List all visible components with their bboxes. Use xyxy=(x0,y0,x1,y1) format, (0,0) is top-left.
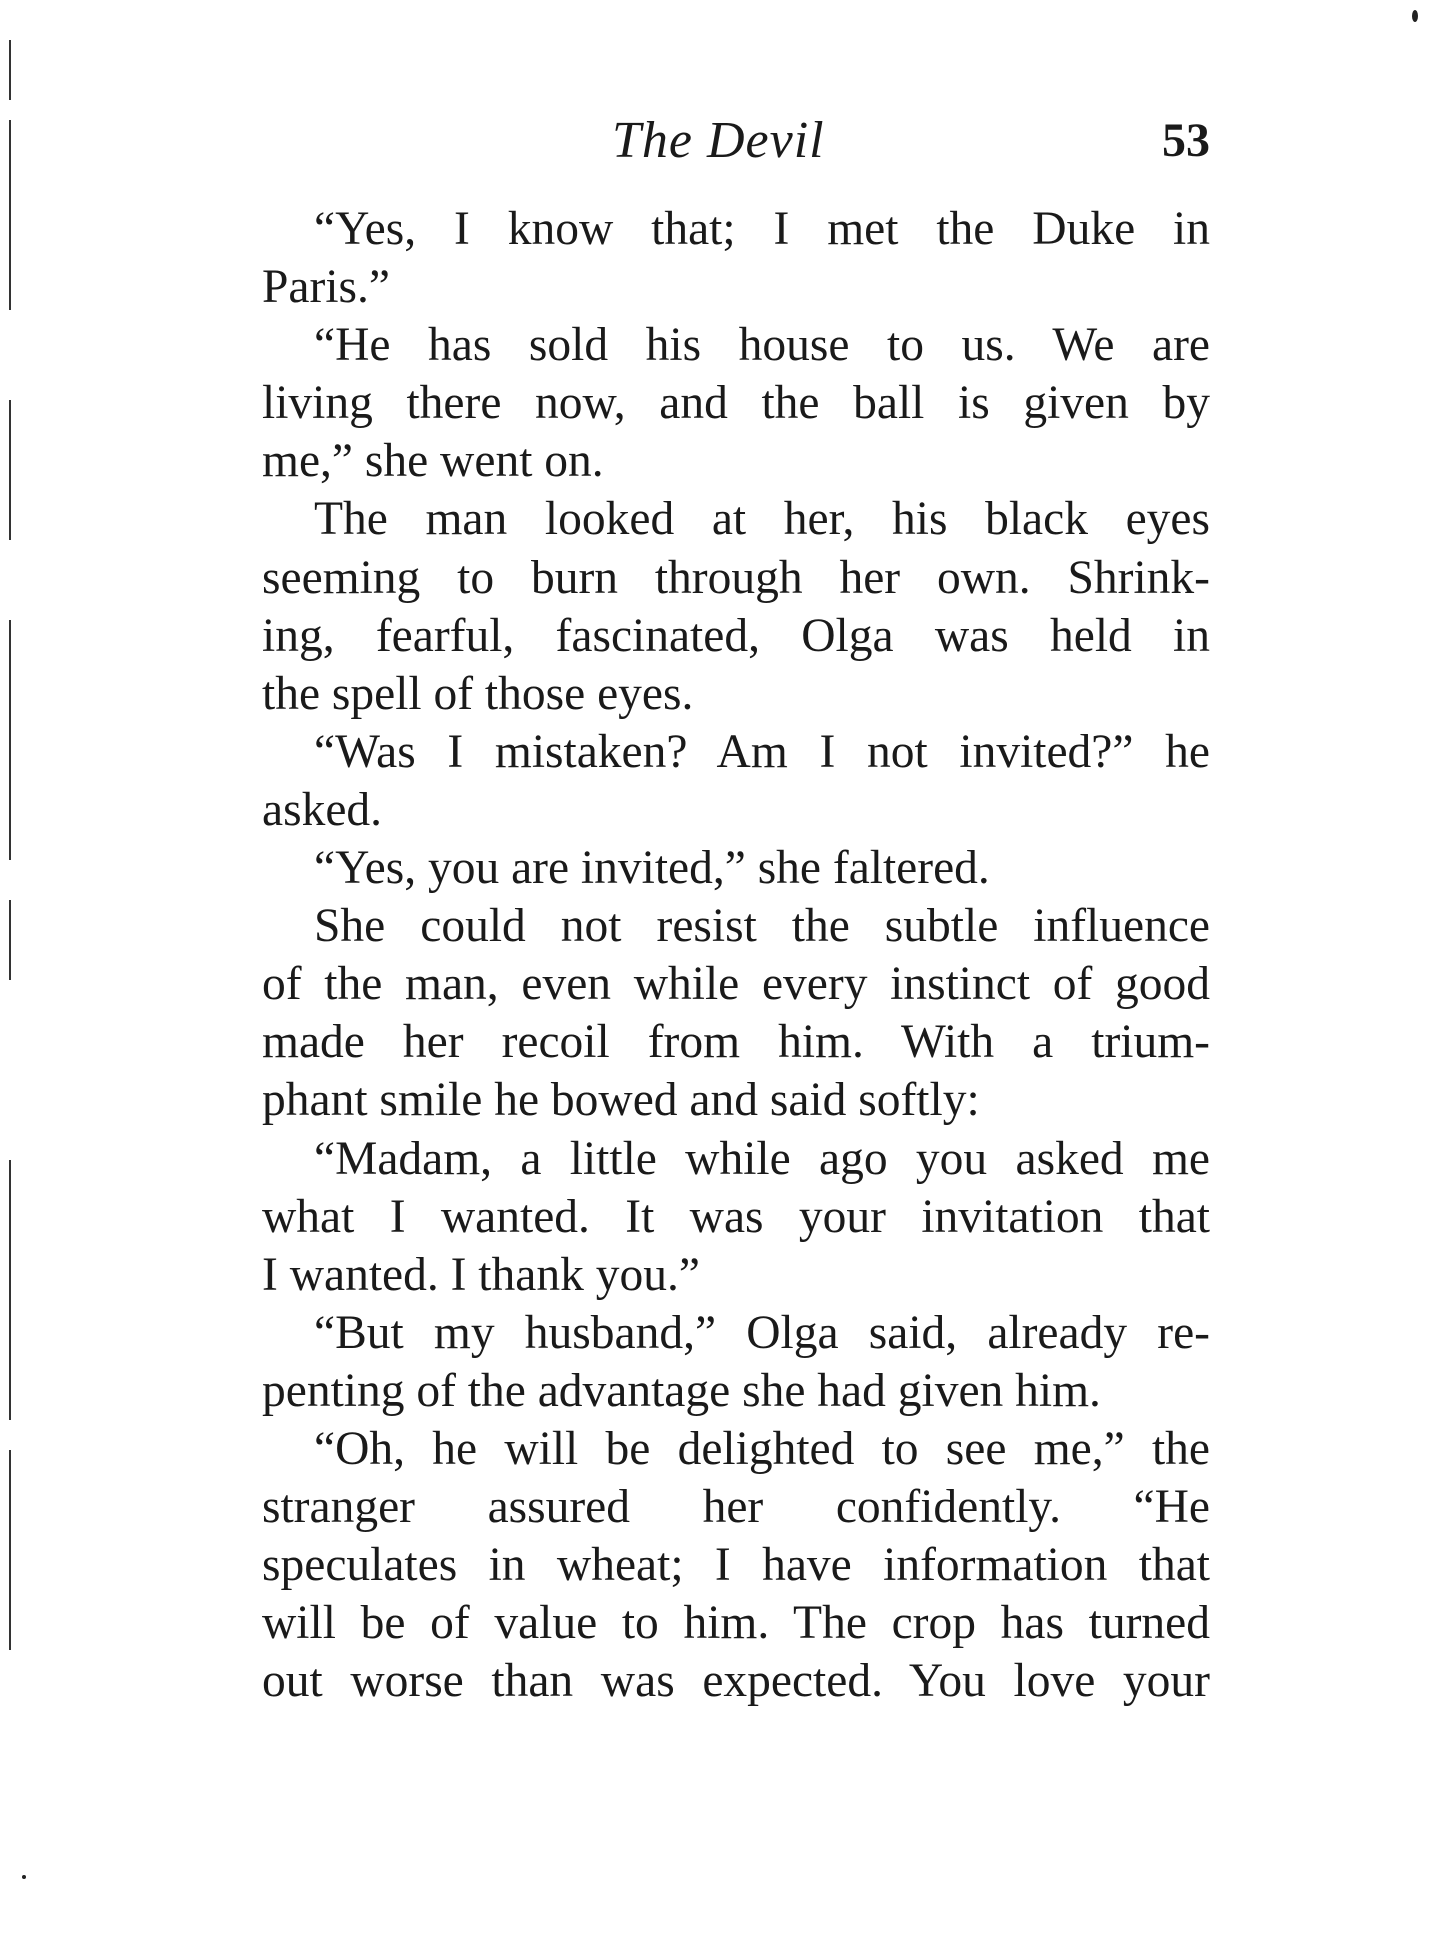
scan-speck xyxy=(1412,10,1418,22)
text-line: “Oh, he will be delighted to see me,” the xyxy=(314,1422,1210,1475)
scan-edge-mark xyxy=(9,40,11,100)
text-line: out worse than was expected. You love your xyxy=(262,1655,1210,1708)
text-line: me,” she went on. xyxy=(262,435,604,488)
scan-edge-mark xyxy=(9,1450,11,1650)
text-line: stranger assured her confidently. “He xyxy=(262,1481,1210,1534)
text-line: speculates in wheat; I have information that xyxy=(262,1539,1210,1592)
text-line: what I wanted. It was your invitation that xyxy=(262,1190,1210,1243)
text-line: living there now, and the ball is given by xyxy=(262,377,1210,430)
text-line: penting of the advantage she had given him. xyxy=(262,1364,1101,1417)
text-line: “But my husband,” Olga said, already re- xyxy=(314,1306,1210,1359)
scan-edge-mark xyxy=(9,1160,11,1420)
text-line: The man looked at her, his black eyes xyxy=(314,493,1210,546)
text-line: “Yes, you are invited,” she faltered. xyxy=(314,842,990,895)
text-line: She could not resist the subtle influence xyxy=(314,900,1210,953)
text-line: “Yes, I know that; I met the Duke in xyxy=(314,203,1210,255)
page-header xyxy=(262,110,1210,172)
scan-speck xyxy=(22,1875,26,1879)
scan-edge-mark xyxy=(9,120,11,310)
body-text xyxy=(262,200,1210,1710)
text-line: asked. xyxy=(262,783,383,836)
text-line: “He has sold his house to us. We are xyxy=(314,319,1210,372)
text-line: Paris.” xyxy=(262,261,390,314)
scan-edge-mark xyxy=(9,620,11,860)
text-line: seeming to burn through her own. Shrink- xyxy=(262,551,1210,604)
text-line: of the man, even while every instinct of good xyxy=(262,958,1210,1011)
text-line: ing, fearful, fascinated, Olga was held in xyxy=(262,609,1210,662)
running-title: The Devil xyxy=(612,112,825,169)
text-line: “Was I mistaken? Am I not invited?” he xyxy=(314,725,1210,778)
text-line: made her recoil from him. With a trium- xyxy=(262,1016,1210,1069)
text-line: the spell of those eyes. xyxy=(262,667,694,720)
scan-edge-mark xyxy=(9,400,11,540)
scan-edge-mark xyxy=(9,900,11,980)
text-line: “Madam, a little while ago you asked me xyxy=(314,1132,1210,1185)
text-line: I wanted. I thank you.” xyxy=(262,1248,700,1301)
text-line: will be of value to him. The crop has turned xyxy=(262,1597,1210,1650)
page-number: 53 xyxy=(1162,114,1210,167)
text-line: phant smile he bowed and said softly: xyxy=(262,1074,980,1127)
